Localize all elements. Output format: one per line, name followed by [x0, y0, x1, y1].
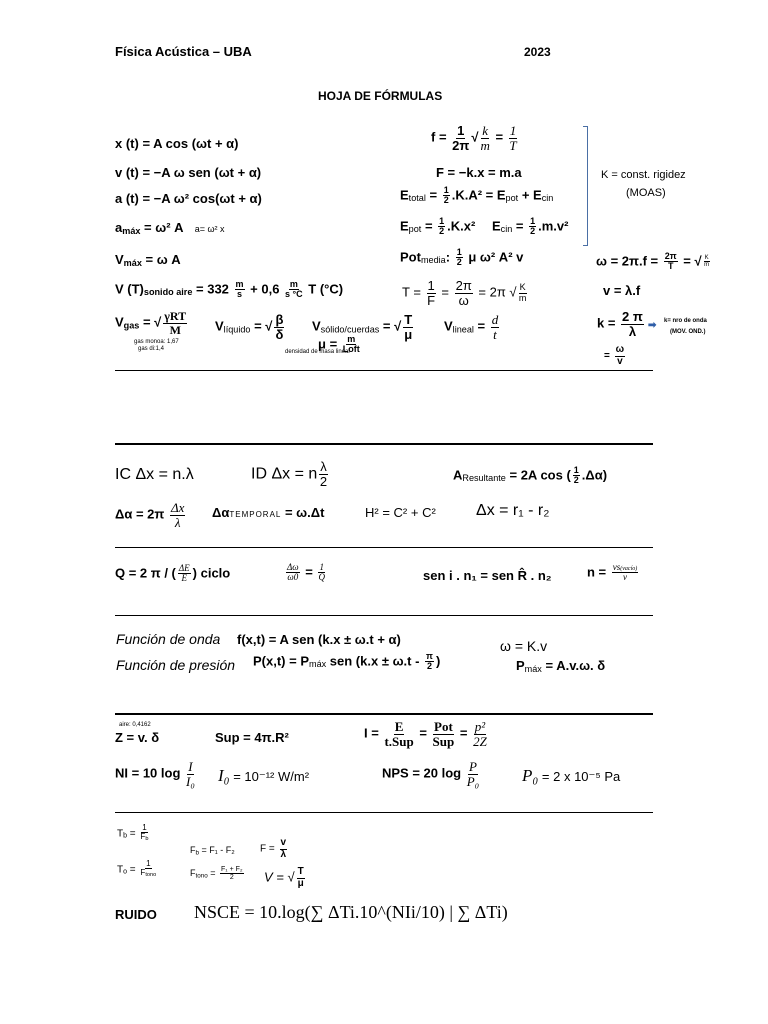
divider-6: [115, 812, 653, 813]
formula-dalpha-temporal: ΔαTEMPORAL = ω.Δt: [212, 505, 325, 520]
formula-f: f = $\frac{1}{2\pi}$ √ $\frac{k}{m}$ = $\frac{1}{T}$: [431, 123, 517, 153]
vgas-note-1: gas monoa: 1,67: [134, 339, 179, 345]
formula-period: T = $\frac{1}{F}$ = $\frac{2\pi}{\omega}$ = 2π √ $\frac{K}{m}$: [402, 278, 527, 308]
noise-label: RUIDO: [115, 907, 157, 922]
formula-pot-media: Pot$_{media}$: $\frac{1}{2}$ μ ω² A² v: [400, 247, 524, 268]
formula-presion: $P(x,t) = P_{máx}$ sen (k.x ± ω.t - $\frac{\pi}{2}$ ): [253, 651, 441, 672]
formula-aresultante: $A_{Resultante} = 2A$ cos ( $\frac{1}{2}$ .Δα): [453, 465, 608, 486]
formula-mu: μ = $\frac{m}{\text{Loft}}$: [318, 334, 360, 355]
moas-bracket: [583, 126, 588, 246]
formula-v-sqrt: V = √ $\frac{T}{\mu}$: [264, 866, 304, 889]
formula-k-omega: = $\frac{\omega}{v}$: [604, 344, 625, 367]
density-note: densidad de masa lineal: [285, 349, 350, 355]
formula-F: F = −k.x = m.a: [436, 165, 522, 180]
formula-ni: NI = 10 log $\frac{I}{\text{I₀}}$: [115, 759, 195, 789]
formula-k: k = $\frac{2 \pi}{\lambda}$: [597, 309, 643, 339]
divider-1: [115, 370, 653, 371]
formula-epot: $E_{pot}$ = $\frac{1}{2}$ .K.x²: [400, 216, 476, 237]
moas-note: (MOAS): [626, 187, 666, 199]
formula-omega-kv: ω = K.v: [500, 638, 548, 654]
formula-f-v: F = $\frac{v}{\lambda}$: [260, 837, 287, 860]
formula-n: n = $\frac{\text{vs(vacío)}}{v}$: [587, 562, 638, 583]
formula-dx-r: Δx = r₁ - r₂: [476, 502, 550, 519]
formula-dalpha: Δα = 2π $\frac{\Delta x}{\lambda}$: [115, 500, 185, 530]
divider-2: [115, 443, 653, 445]
k-wave-note: k= nro de onda: [664, 318, 707, 324]
formula-z: Z = v. δ: [115, 730, 160, 745]
divider-3: [115, 547, 653, 548]
mov-ond-note: (MOV. OND.): [670, 329, 706, 335]
formula-vsonido: V $(T)_{sonido aire} = 332$ $\frac{m}{s}$ + 0,6 $\frac{m}{s ^\circ C}$ T (°C): [115, 279, 344, 300]
formula-vmax: $V_{máx} = \omega$ A: [115, 252, 181, 268]
presion-label: Función de presión: [116, 657, 236, 673]
formula-x: x (t) = A cos (ωt + α): [115, 136, 239, 151]
formula-etotal: $E_{total}$ = $\frac{1}{2}$ $.K.A^2 = E_{pot} + E_{cin}$: [400, 185, 554, 206]
formula-pmax: $P_{máx} = A.v.\omega$. δ: [516, 658, 606, 674]
formula-vgas: $V_{gas}$ = √ $\frac{\text{γRT}}{M}$: [115, 309, 187, 337]
formula-tb: Tb = $\frac{1}{F_b}$: [117, 823, 149, 843]
divider-4: [115, 615, 653, 616]
formula-i0: I₀ = 10⁻¹² W/m²: [218, 766, 310, 785]
formula-q: Q = 2 π / ( $\frac{\Delta E}{E}$ ) ciclo: [115, 563, 231, 584]
formula-p0: P₀ = 2 x 10⁻⁵ Pa: [522, 766, 621, 785]
formula-fb: $F_b = F_1 - F_2$: [190, 845, 235, 857]
formula-nps: NPS = 20 log $\frac{P}{\text{P₀}}$: [382, 759, 480, 789]
formula-bandwidth: $\frac{\Delta\omega}{\omega 0}$ = $\frac{1}{Q}$: [287, 562, 325, 583]
vgas-note-2: gas di:1,4: [138, 346, 165, 352]
formula-tt: To = $\frac{1}{F_{tono}}$: [117, 859, 157, 879]
formula-v: v (t) = −A ω sen (ωt + α): [115, 165, 262, 180]
formula-ic: IC Δx = n.λ: [115, 466, 194, 483]
arrow-icon: ➡: [648, 320, 657, 331]
formula-omega: ω = 2π.f = $\frac{2\pi}{T}$ = √ $\frac{K}{m}$: [596, 251, 710, 272]
formula-snell: sen i . n₁ = sen R̂ . n₂: [423, 568, 552, 583]
formula-vlineal: $V_{lineal}$ = $\frac{d}{t}$: [444, 312, 499, 342]
z-air-note: aire: 0,4162: [119, 722, 151, 728]
divider-5: [115, 713, 653, 715]
formula-ftono: $F_{tono}$ = $\frac{\text{F₁ + F₂}}{2}$: [190, 866, 243, 882]
formula-a: a (t) = −A ω² cos(ωt + α): [115, 191, 262, 206]
formula-vliquido: $V_{líquido}$ = √ $\frac{\beta}{\delta}$: [215, 312, 284, 342]
sheet-title: HOJA DE FÓRMULAS: [318, 89, 443, 103]
formula-id: ID Δx = n $\frac{\lambda}{2}$: [251, 459, 328, 489]
onda-label: Función de onda: [116, 631, 221, 647]
formula-i: I = $\frac{E}{\text{t.Sup}}$ = $\frac{\text{Pot}}{\text{Sup}}$ = $\frac{\text{p²}}{2Z}$: [364, 719, 487, 749]
formula-onda: f(x,t) = A sen (k.x ± ω.t + α): [237, 632, 401, 647]
year: 2023: [524, 45, 551, 59]
formula-nsce: NSCE = 10.log(∑ ΔTi.10^(NIi/10) | ∑ ΔTi): [194, 902, 508, 922]
course-title: Física Acústica – UBA: [115, 44, 252, 59]
formula-sup: Sup = 4π.R²: [215, 730, 289, 745]
k-const-note: K = const. rigidez: [601, 169, 686, 181]
formula-v-lambda: v = λ.f: [603, 283, 641, 298]
formula-amax: $a_{máx} = \omega^2$ A a= ω² x: [115, 220, 225, 236]
formula-pythagoras: H² = C² + C²: [365, 505, 436, 520]
formula-vsolido: $V_{sólido/cuerdas}$ = √ $\frac{T}{\mu}$: [312, 312, 413, 342]
formula-ecin: $E_{cin}$ = $\frac{1}{2}$ .m.v²: [492, 216, 569, 237]
